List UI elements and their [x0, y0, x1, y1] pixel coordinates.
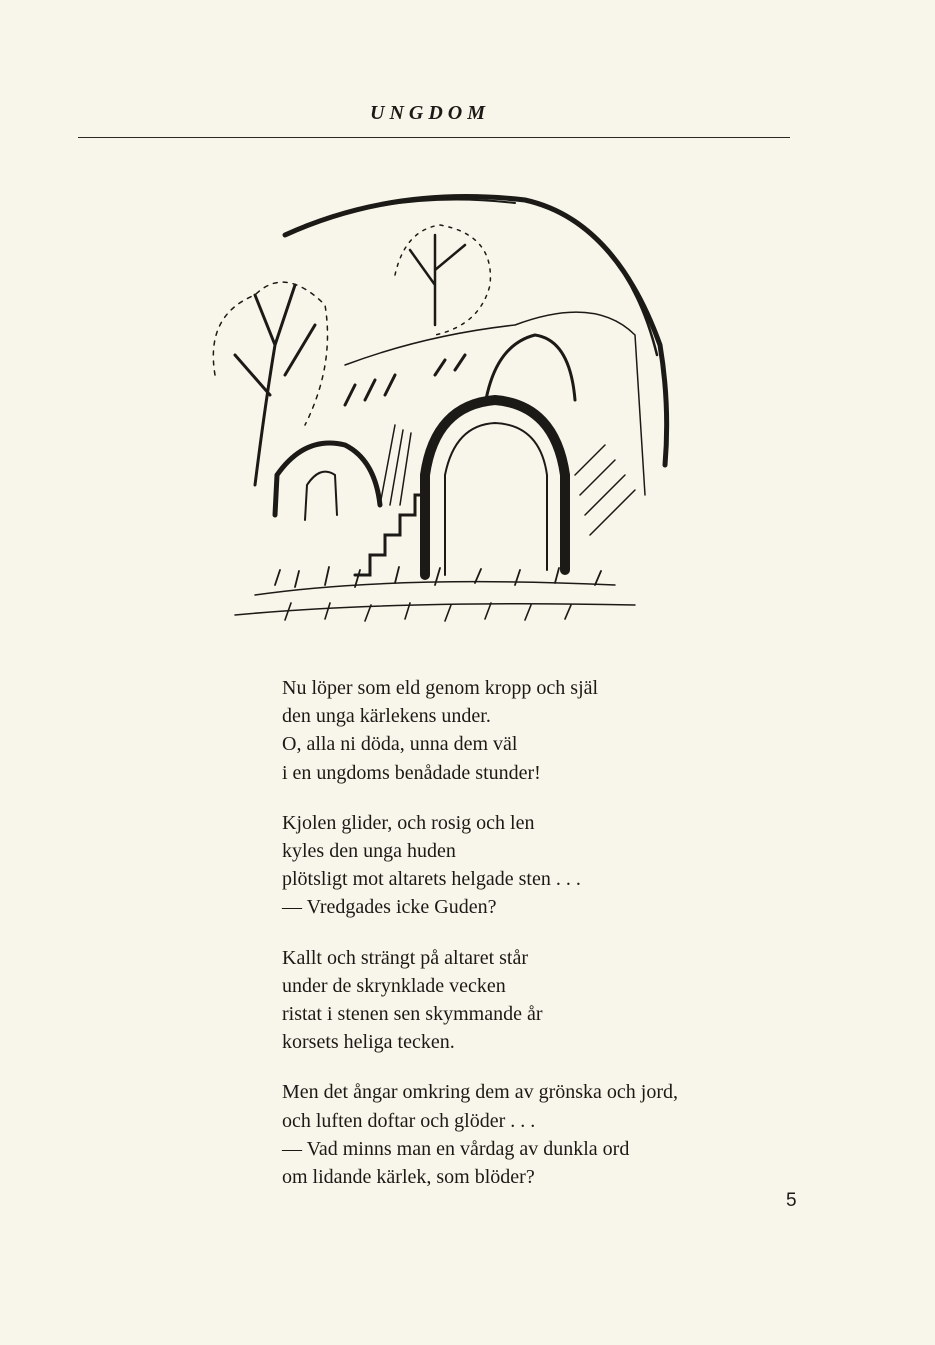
stanza-2 [282, 809, 802, 922]
poem-line: Kjolen glider, och rosig och len [282, 811, 535, 834]
poem-line: om lidande kärlek, som blöder? [282, 1166, 535, 1189]
poem-line: Kallt och strängt på altaret står [282, 946, 529, 969]
page-number: 5 [786, 1190, 797, 1211]
poem-line: korsets heliga tecken. [282, 1031, 455, 1054]
poem-line: — Vad minns man en vårdag av dunkla ord [282, 1137, 630, 1160]
poem-line: ristat i stenen sen skymmande år [282, 1003, 543, 1026]
page-heading: UNGDOM [370, 102, 490, 124]
poem-line: och luften doftar och glöder . . . [282, 1109, 536, 1132]
poem-line: kyles den unga huden [282, 840, 456, 863]
poem-line: i en ungdoms benådade stunder! [282, 761, 541, 784]
poem [282, 674, 802, 1213]
stanza-1 [282, 674, 802, 787]
heading-rule [78, 137, 790, 138]
stanza-3 [282, 944, 802, 1057]
ruined-church-arches-illustration [195, 175, 685, 645]
stanza-4 [282, 1078, 802, 1191]
poem-line: plötsligt mot altarets helgade sten . . . [282, 868, 581, 891]
poem-line: under de skrynklade vecken [282, 974, 506, 997]
poem-line: Men det ångar omkring dem av grönska och jord, [282, 1081, 679, 1104]
poem-line: O, alla ni döda, unna dem väl [282, 733, 518, 756]
poem-line: — Vredgades icke Guden? [282, 896, 497, 919]
poem-line: Nu löper som eld genom kropp och själ [282, 677, 599, 699]
poem-line: den unga kärlekens under. [282, 705, 491, 728]
